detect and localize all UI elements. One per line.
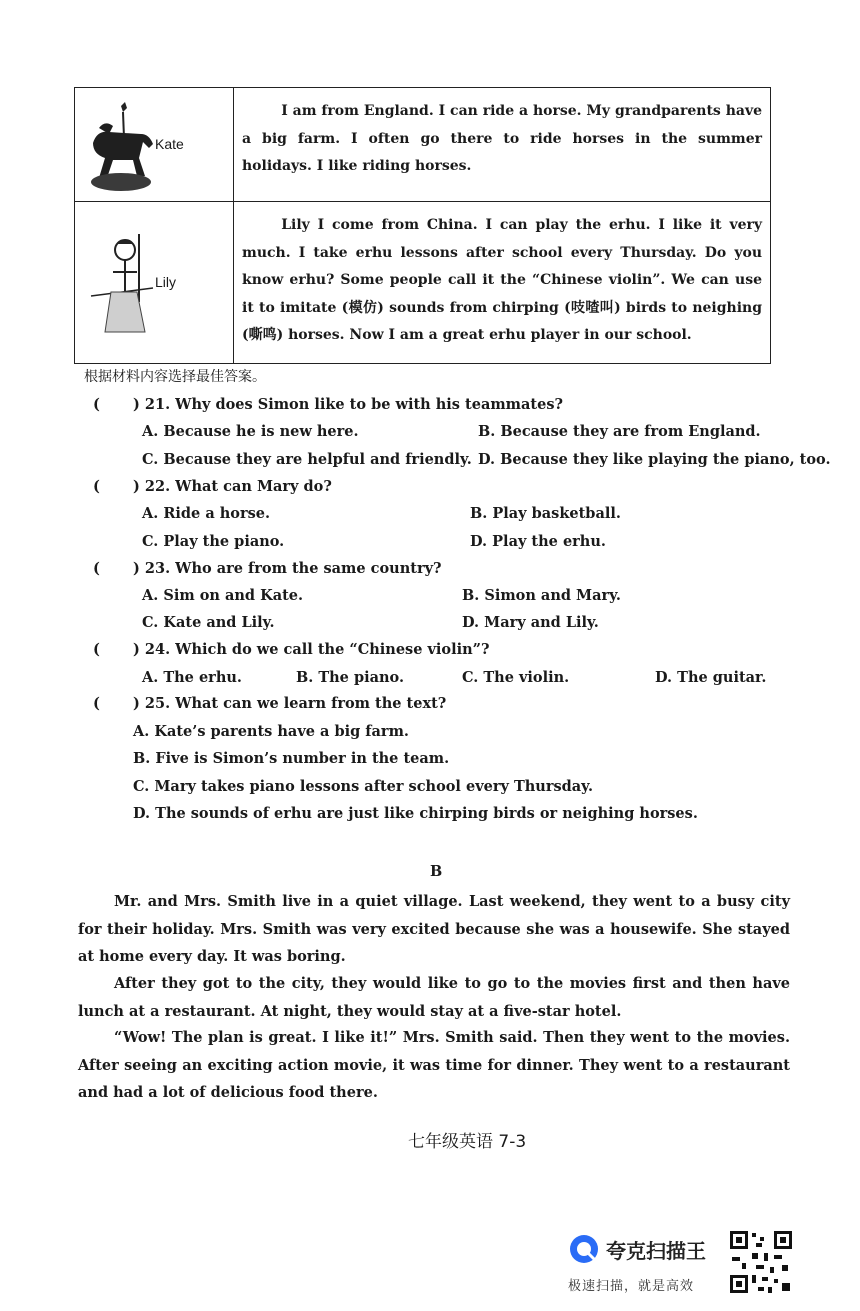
option[interactable]: B. Simon and Mary. bbox=[462, 587, 621, 604]
answer-blank[interactable]: ( bbox=[93, 641, 100, 658]
answer-blank[interactable]: ( bbox=[93, 396, 100, 413]
option[interactable]: C. Because they are helpful and friendly. bbox=[142, 451, 472, 468]
option[interactable]: A. Kate’s parents have a big farm. bbox=[133, 723, 409, 740]
qr-code-icon bbox=[728, 1229, 794, 1295]
option[interactable]: D. The sounds of erhu are just like chirping birds or neighing horses. bbox=[133, 805, 698, 822]
question-stem: ) 25. What can we learn from the text? bbox=[133, 695, 447, 712]
option[interactable]: A. Sim on and Kate. bbox=[142, 587, 304, 604]
question-stem: ) 22. What can Mary do? bbox=[133, 478, 332, 495]
option[interactable]: A. Because he is new here. bbox=[142, 423, 359, 440]
profile-name: Lily bbox=[155, 274, 177, 290]
profile-text: I am from England. I can ride a horse. My grandparents have a big farm. I often go there to ride horses in the summer holidays. I like riding horses. bbox=[242, 103, 762, 174]
brand-slogan: 极速扫描，就是高效 bbox=[568, 1279, 695, 1294]
profile-table bbox=[74, 87, 771, 364]
passage-paragraph: “Wow! The plan is great. I like it!” Mrs. Smith said. Then they went to the movies. After seeing an exciting action movie, it was time for dinner. They went to a restaurant and had a lot of delicious food there. bbox=[78, 1029, 790, 1101]
profile-picture-cell bbox=[75, 88, 234, 201]
answer-blank[interactable]: ( bbox=[93, 478, 100, 495]
option[interactable]: B. Play basketball. bbox=[470, 505, 621, 522]
option[interactable]: C. Mary takes piano lessons after school every Thursday. bbox=[133, 778, 593, 795]
question-stem: ) 24. Which do we call the “Chinese violin”? bbox=[133, 641, 490, 658]
answer-blank[interactable]: ( bbox=[93, 695, 100, 712]
option[interactable]: C. The violin. bbox=[462, 669, 570, 686]
erhu-player-icon bbox=[83, 232, 163, 342]
option[interactable]: D. The guitar. bbox=[655, 669, 767, 686]
option[interactable]: D. Play the erhu. bbox=[470, 533, 606, 550]
option[interactable]: B. The piano. bbox=[296, 669, 405, 686]
instruction-text: 根据材料内容选择最佳答案。 bbox=[84, 369, 266, 385]
option[interactable]: B. Because they are from England. bbox=[478, 423, 761, 440]
quark-logo-icon bbox=[568, 1233, 600, 1265]
answer-blank[interactable]: ( bbox=[93, 560, 100, 577]
option[interactable]: C. Kate and Lily. bbox=[142, 614, 275, 631]
question-stem: ) 23. Who are from the same country? bbox=[133, 560, 442, 577]
option[interactable]: C. Play the piano. bbox=[142, 533, 285, 550]
passage-paragraph: After they got to the city, they would like to go to the movies first and then have lunch at a restaurant. At night, they would stay at a five-star hotel. bbox=[78, 975, 790, 1020]
profile-name: Kate bbox=[155, 136, 184, 152]
profile-row-lily bbox=[75, 202, 770, 363]
page-label: 七年级英语 7-3 bbox=[408, 1132, 527, 1152]
profile-row-kate bbox=[75, 88, 770, 202]
question-stem: ) 21. Why does Simon like to be with his teammates? bbox=[133, 396, 564, 413]
option[interactable]: A. The erhu. bbox=[142, 669, 242, 686]
horse-rider-icon bbox=[83, 98, 163, 198]
option[interactable]: D. Mary and Lily. bbox=[462, 614, 599, 631]
passage-paragraph: Mr. and Mrs. Smith live in a quiet village. Last weekend, they went to a busy city for their holiday. Mrs. Smith was very excited because she was a housewife. She stayed at home every day. It was boring. bbox=[78, 893, 790, 965]
option[interactable]: D. Because they like playing the piano, too. bbox=[478, 451, 831, 468]
option[interactable]: B. Five is Simon’s number in the team. bbox=[133, 750, 450, 767]
brand-name: 夸克扫描王 bbox=[606, 1238, 706, 1263]
section-heading: B bbox=[430, 863, 443, 880]
option[interactable]: A. Ride a horse. bbox=[142, 505, 271, 522]
scanner-brand bbox=[568, 1233, 706, 1265]
profile-picture-cell bbox=[75, 202, 234, 363]
profile-text: Lily I come from China. I can play the erhu. I like it very much. I take erhu lessons after school every Thursday. Do you know erhu? Some people call it the “Chinese violin”. We can use it to imitate (模仿) sounds from chirping (吱喳叫) birds to neighing (嘶鸣) horses. Now I am a great erhu player in our school. bbox=[242, 217, 762, 343]
